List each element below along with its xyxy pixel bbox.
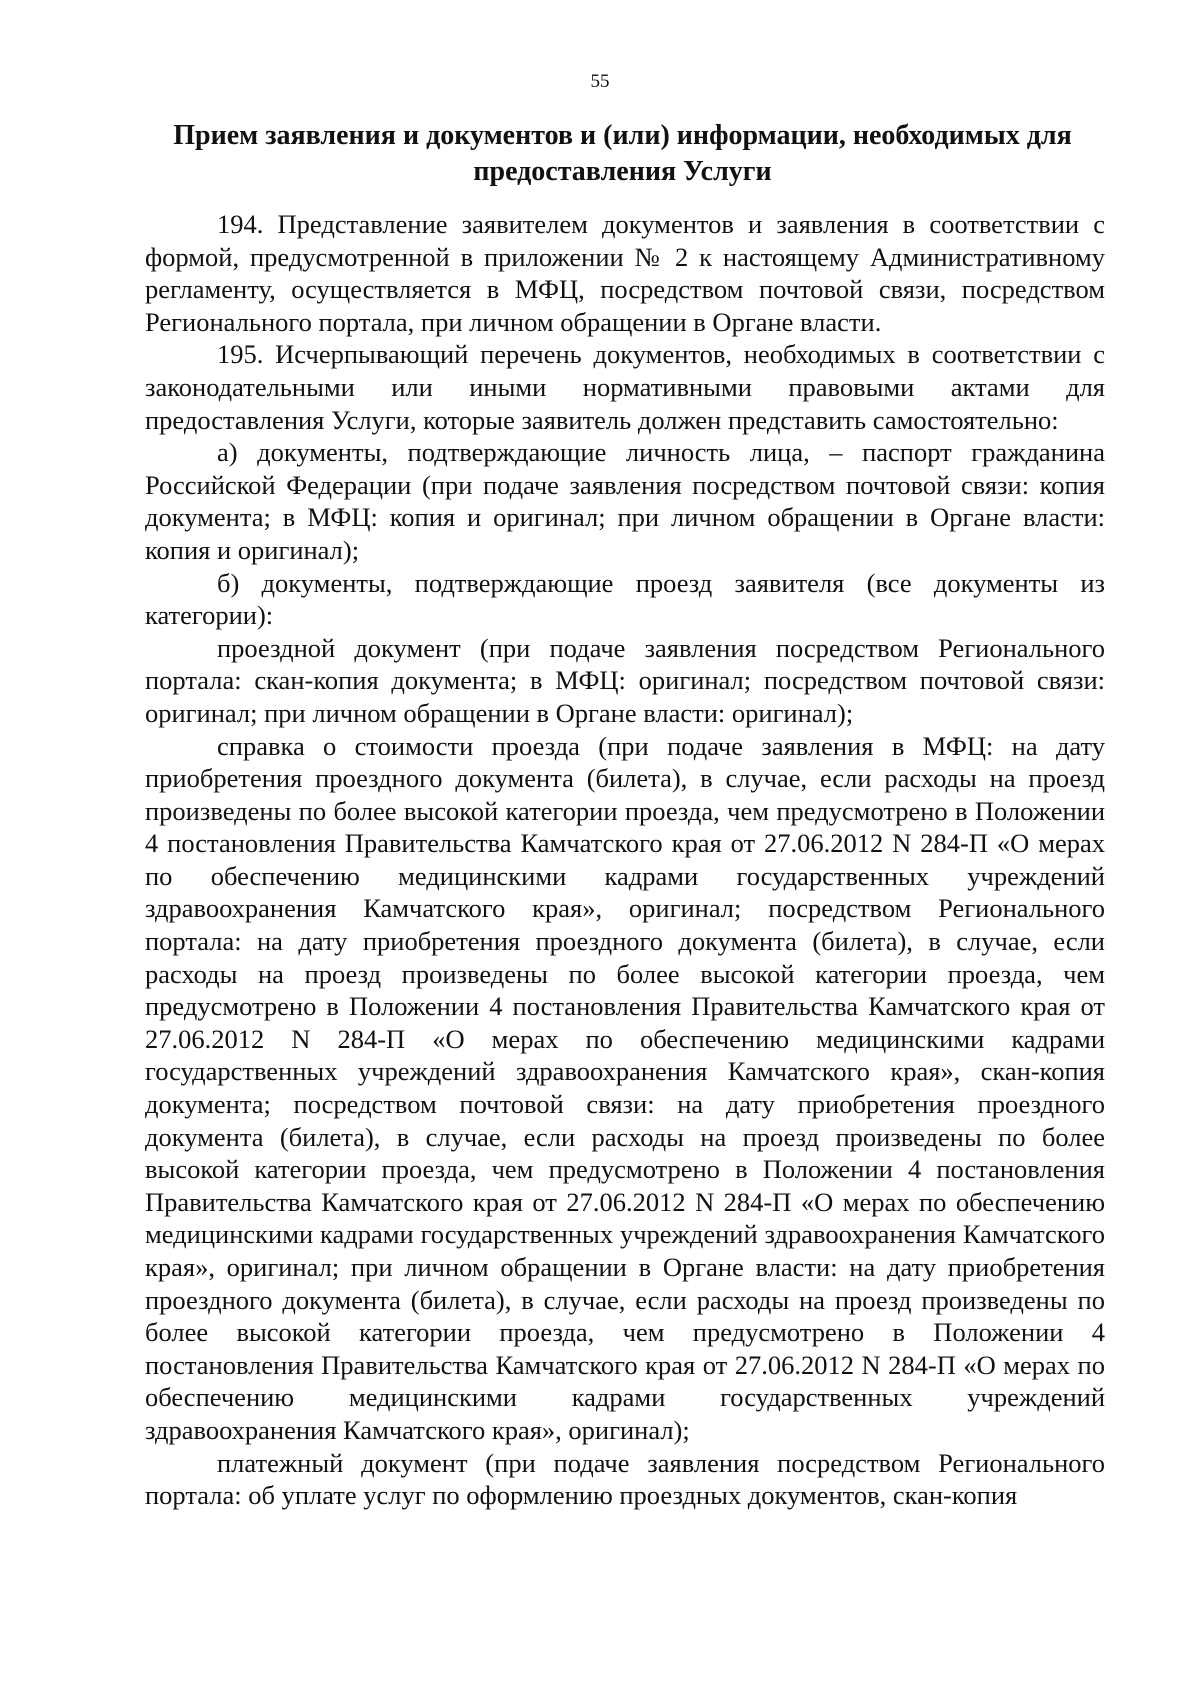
page-number: 55: [590, 71, 610, 92]
payment-document-paragraph: платежный документ (при подаче заявления посредством Регионального портала: об уплате услуг по оформлению проездных документов, скан-копия: [145, 1447, 1105, 1511]
paragraph-194: 194. Представление заявителем документов и заявления в соответствии с формой, предусмотренной в приложении № 2 к настоящему Административному регламенту, осуществляется в МФЦ, посредством почтовой связи, посредством Регионального портала, при личном обращении в Органе власти.: [145, 209, 1105, 337]
section-heading: Прием заявления и документов и (или) информации, необходимых для предоставления Услуги: [173, 120, 1072, 187]
document-body: [145, 208, 1105, 1512]
paragraph-195: 195. Исчерпывающий перечень документов, необходимых в соответствии с законодательными или иными нормативными правовыми актами для предоставления Услуги, которые заявитель должен представить самостоятельно:: [145, 339, 1105, 435]
list-item-a: а) документы, подтверждающие личность лица, – паспорт гражданина Российской Федерации (при подаче заявления посредством почтовой связи: копия документа; в МФЦ: копия и оригинал; при личном обращении в Органе власти: копия и оригинал);: [145, 437, 1105, 565]
list-item-b: б) документы, подтверждающие проезд заявителя (все документы из категории):: [145, 567, 1105, 631]
travel-document-paragraph: проездной документ (при подаче заявления посредством Регионального портала: скан-копия документа; в МФЦ: оригинал; посредством почтовой связи: оригинал; при личном обращении в Органе власти: оригинал);: [145, 632, 1105, 728]
fare-certificate-paragraph: справка о стоимости проезда (при подаче заявления в МФЦ: на дату приобретения проездного документа (билета), в случае, если расходы на проезд произведены по более высокой категории проезда, чем предусмотрено в Положении 4 постановления Правительства Камчатского края от 27.06.2012 N 284-П «О мерах по обеспечению медицинскими кадрами государственных учреждений здравоохранения Камчатского края», оригинал; посредством Регионального портала: на дату приобретения проездного документа (билета), в случае, если расходы на проезд произведены по более высокой категории проезда, чем предусмотрено в Положении 4 постановления Правительства Камчатского края от 27.06.2012 N 284-П «О мерах по обеспечению медицинскими кадрами государственных учреждений здравоохранения Камчатского края», скан-копия документа; посредством почтовой связи: на дату приобретения проездного документа (билета), в случае, если расходы на проезд произведены по более высокой категории проезда, чем предусмотрено в Положении 4 постановления Правительства Камчатского края от 27.06.2012 N 284-П «О мерах по обеспечению медицинскими кадрами государственных учреждений здравоохранения Камчатского края», оригинал; при личном обращении в Органе власти: на дату приобретения проездного документа (билета), в случае, если расходы на проезд произведены по более высокой категории проезда, чем предусмотрено в Положении 4 постановления Правительства Камчатского края от 27.06.2012 N 284-П «О мерах по обеспечению медицинскими кадрами государственных учреждений здравоохранения Камчатского края», оригинал);: [145, 730, 1105, 1445]
